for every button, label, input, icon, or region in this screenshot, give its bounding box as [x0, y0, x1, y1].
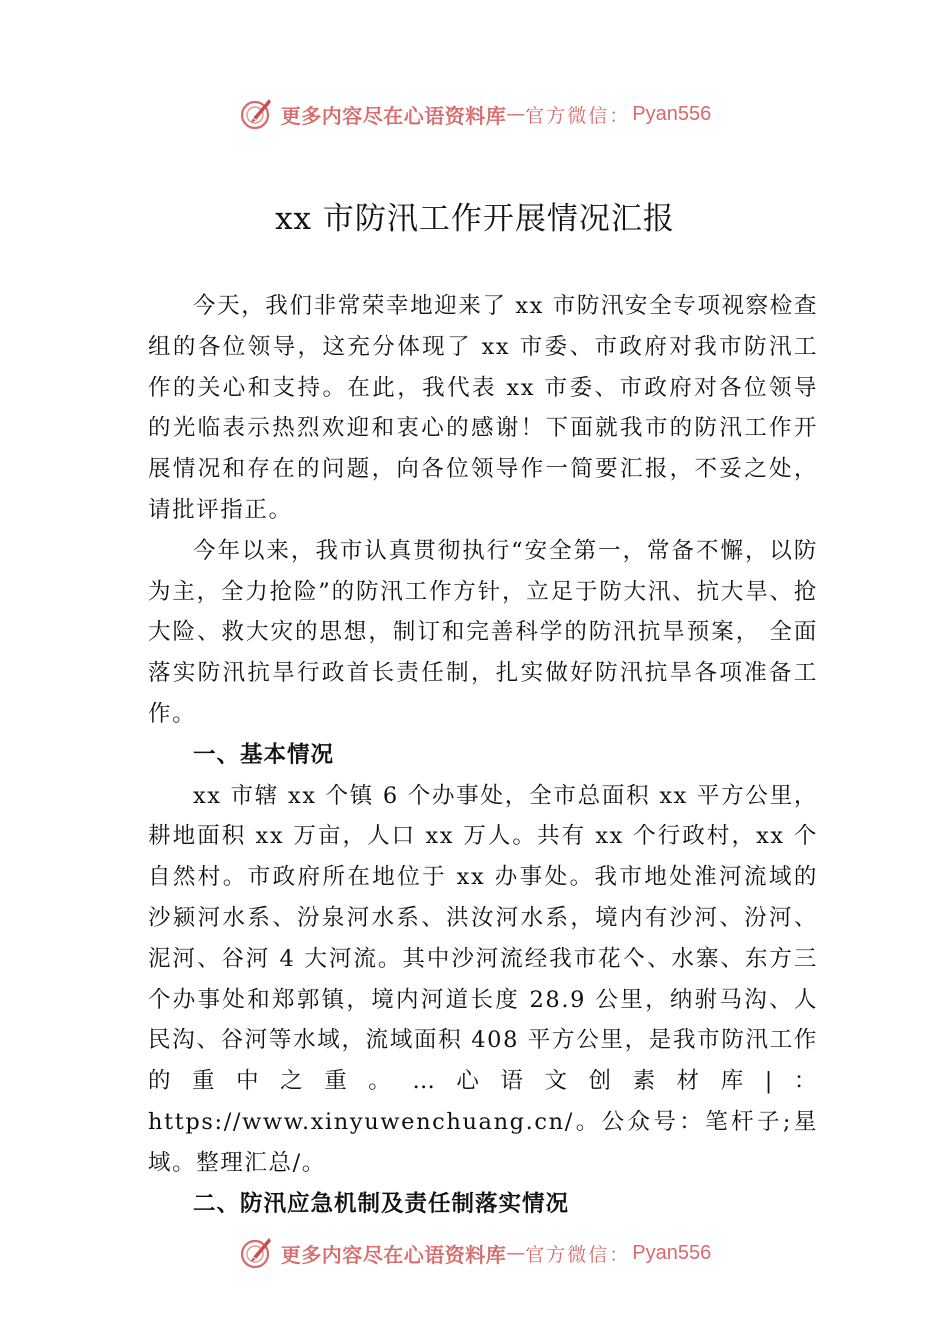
banner-wechat-label: 官方微信： [525, 104, 631, 127]
banner-wechat-id: Pyan556 [632, 102, 712, 125]
document-title: xx 市防汛工作开展情况汇报 [275, 201, 675, 237]
banner-wechat-label: 官方微信： [525, 1243, 631, 1266]
section-heading-mechanism: 二、防汛应急机制及责任制落实情况 [193, 1190, 570, 1217]
section-heading-basic: 一、基本情况 [193, 741, 335, 768]
document-body [148, 286, 818, 1224]
banner-text: 更多内容尽在心语资料库 [280, 1242, 507, 1267]
paragraph-policy: 今年以来，我市认真贯彻执行“安全第一，常备不懈，以防为主，全力抢险”的防汛工作方针，立足于防大汛、抗大旱、抢大险、救大灾的思想，制订和完善科学的防汛抗旱预案， 全面落实防汛抗旱行政首长责任制，扎实做好防汛抗旱各项准备工作。 [148, 537, 818, 727]
banner-dash: — [506, 1242, 526, 1264]
banner-wechat-id: Pyan556 [632, 1241, 712, 1264]
quill-logo-icon [239, 96, 275, 132]
paragraph-basic-info: xx 市辖 xx 个镇 6 个办事处，全市总面积 xx 平方公里，耕地面积 xx 万亩，人口 xx 万人。共有 xx 个行政村，xx 个自然村。市政府所在地位于 xx 办事处。我市地处淮河流域的沙颍河水系、汾泉河水系、洪汝河水系，境内有沙河、汾河、泥河、谷河 4 大河流。其中沙河流经我市花亽、水寨、东方三个办事处和郑郭镇，境内河道长度 28.9 公里，纳驸马沟、人民沟、谷河等水域，流域面积 408 平方公里，是我市防汛工作的重中之重。…心语文创素材库|：https://www.xinyuwenchuang.cn/。公众号：笔杆子;星域。整理汇总/。 [148, 782, 818, 1176]
banner-dash: — [506, 103, 526, 125]
quill-logo-icon [239, 1235, 275, 1271]
banner-text: 更多内容尽在心语资料库 [280, 103, 507, 128]
paragraph-intro: 今天，我们非常荣幸地迎来了 xx 市防汛安全专项视察检查组的各位领导，这充分体现了 xx 市委、市政府对我市防汛工作的关心和支持。在此，我代表 xx 市委、市政府对各位领导的光临表示热烈欢迎和衷心的感谢！下面就我市的防汛工作开展情况和存在的问题，向各位领导作一简要汇报，不妥之处，请批评指正。 [148, 293, 818, 523]
header-banner [0, 94, 950, 134]
footer-banner [0, 1233, 950, 1273]
